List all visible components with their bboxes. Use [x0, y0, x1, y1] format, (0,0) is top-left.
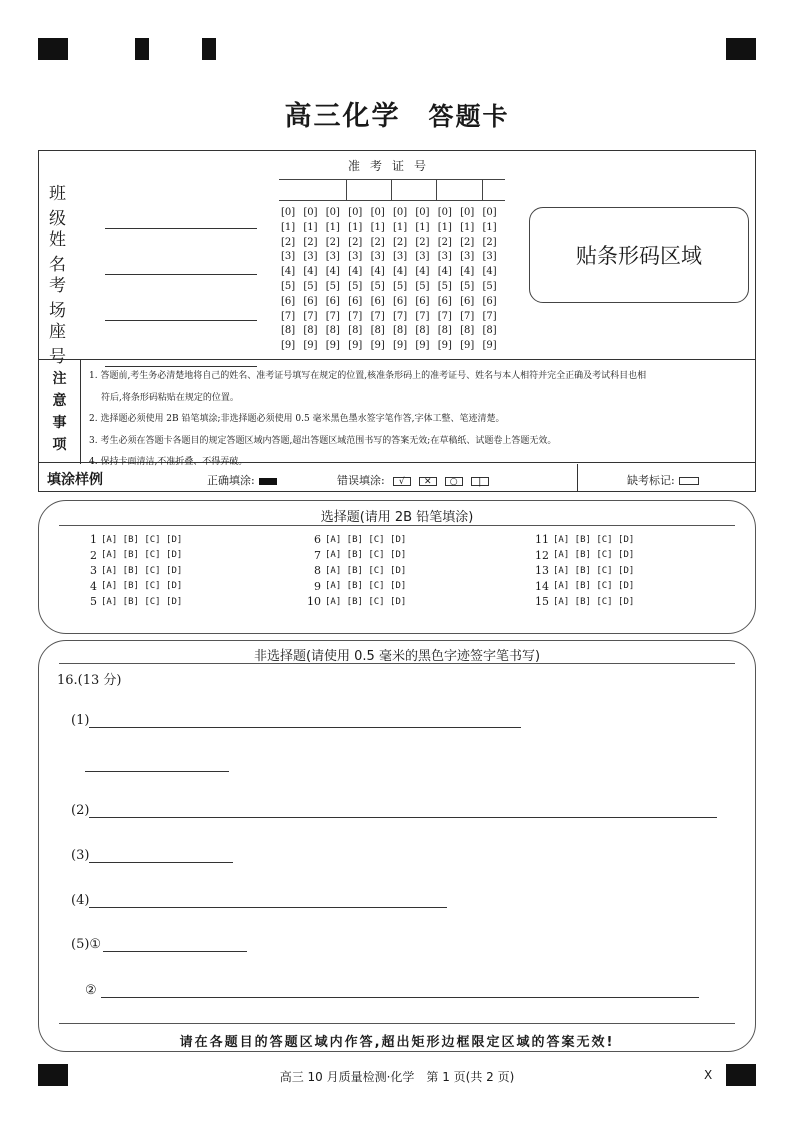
digit-bubble[interactable]: [0] — [437, 207, 452, 218]
digit-bubble[interactable]: [6] — [437, 295, 452, 307]
digit-bubble[interactable]: [8] — [281, 325, 296, 337]
digit-bubble[interactable]: [4] — [392, 266, 408, 278]
mc-question-row — [533, 563, 634, 579]
digit-bubble[interactable]: [5] — [348, 280, 363, 292]
digit-bubble[interactable]: [7] — [482, 310, 497, 322]
digit-bubble[interactable]: [3] — [460, 251, 475, 263]
fill-example — [39, 464, 755, 492]
multiple-choice-section — [38, 500, 756, 634]
digit-bubble[interactable]: [8] — [460, 325, 475, 337]
mc-option-bubbles[interactable]: [A] [B] [C] [D] — [553, 534, 635, 545]
check-mark-icon: √ — [393, 477, 411, 486]
mc-column — [81, 532, 182, 610]
note-item: 符后,将条形码粘贴在规定的位置。 — [101, 392, 239, 403]
mc-option-bubbles[interactable]: [A] [B] [C] [D] — [101, 534, 183, 545]
alignment-mark-top-3 — [202, 38, 216, 60]
digit-bubble[interactable]: [4] — [325, 266, 340, 278]
digit-bubble[interactable]: [3] — [392, 251, 408, 263]
notes-heading — [39, 360, 81, 464]
digit-bubble[interactable]: [9] — [437, 340, 452, 352]
digit-bubble[interactable]: [0] — [303, 207, 318, 218]
question-16-label: 16.(13 分) — [57, 673, 122, 688]
field-label: 班级 — [49, 184, 86, 229]
digit-bubble[interactable]: [4] — [482, 266, 497, 278]
part-5-1-label: (5)① — [71, 937, 102, 952]
mc-option-bubbles[interactable]: [A] [B] [C] [D] — [101, 550, 183, 561]
non-choice-title: 非选择题(请使用 0.5 毫米的黑色字迹签字笔书写) — [253, 649, 541, 664]
digit-bubble[interactable]: [6] — [325, 295, 340, 307]
footer-mark: X — [704, 1068, 713, 1082]
notes-list — [89, 366, 749, 474]
answer-line-2[interactable] — [89, 817, 717, 818]
digit-row — [281, 296, 505, 311]
digit-bubble[interactable]: [8] — [482, 325, 497, 337]
mc-question-row — [305, 579, 406, 595]
answer-line-5-1[interactable] — [103, 951, 247, 952]
digit-bubble[interactable]: [7] — [415, 310, 430, 322]
digit-bubble[interactable]: [8] — [325, 325, 340, 337]
digit-bubble[interactable]: [5] — [281, 280, 296, 292]
mc-question-row — [305, 594, 406, 610]
digit-bubble[interactable]: [6] — [392, 295, 408, 307]
digit-bubble[interactable]: [8] — [348, 325, 363, 337]
divider — [59, 525, 735, 526]
ticket-title: 准考证号 — [347, 159, 436, 173]
mc-question-number: 15 — [535, 595, 549, 609]
digit-bubble[interactable]: [7] — [303, 310, 318, 322]
digit-bubble[interactable]: [9] — [460, 340, 475, 352]
title-subject: 高三化学 — [284, 101, 401, 132]
digit-bubble[interactable]: [1] — [303, 221, 318, 233]
digit-bubble[interactable]: [7] — [348, 310, 363, 322]
digit-bubble[interactable]: [1] — [415, 221, 430, 233]
mc-question-number: 14 — [535, 579, 549, 593]
mc-question-row — [533, 594, 634, 610]
field-label: 考场 — [49, 276, 86, 321]
digit-row — [281, 251, 505, 266]
mc-option-bubbles[interactable]: [A] [B] [C] [D] — [101, 596, 183, 607]
digit-bubble[interactable]: [1] — [392, 221, 408, 233]
digit-row — [281, 311, 505, 326]
mc-question-row — [81, 548, 182, 564]
digit-bubble[interactable]: [2] — [460, 236, 475, 248]
mc-question-number: 4 — [90, 579, 97, 593]
student-info-box — [38, 150, 756, 492]
note-item: 2. 选择题必须使用 2B 铅笔填涂;非选择题必须使用 0.5 毫米黑色墨水签字笔作答,字体工整、笔迹清楚。 — [89, 414, 505, 424]
digit-row — [281, 281, 505, 296]
cross-mark-icon: ✕ — [419, 477, 437, 486]
digit-bubble[interactable]: [1] — [325, 221, 340, 233]
alignment-mark-top-2 — [135, 38, 149, 60]
mc-question-row — [533, 532, 634, 548]
digit-bubble[interactable]: [4] — [303, 266, 318, 278]
ticket-number — [279, 157, 505, 201]
mc-option-bubbles[interactable]: [A] [B] [C] [D] — [101, 581, 183, 592]
bar-mark-icon: | — [471, 477, 489, 486]
mc-question-row — [533, 548, 634, 564]
digit-bubble[interactable]: [3] — [303, 251, 318, 263]
digit-bubble[interactable]: [4] — [348, 266, 363, 278]
divider — [577, 464, 578, 492]
wrong-fill-label: 错误填涂: — [337, 474, 385, 487]
digit-bubble[interactable]: [9] — [482, 340, 497, 352]
digit-row — [281, 222, 505, 237]
digit-bubble[interactable]: [1] — [348, 221, 363, 233]
ticket-digit-grid — [281, 207, 505, 355]
page-footer: 高三 10 月质量检测·化学 第 1 页(共 2 页) — [279, 1070, 515, 1084]
mc-option-bubbles[interactable]: [A] [B] [C] [D] — [325, 565, 407, 576]
digit-bubble[interactable]: [6] — [460, 295, 475, 307]
field-label: 座号 — [49, 322, 86, 367]
mc-column — [305, 532, 406, 610]
mc-question-number: 12 — [535, 548, 549, 562]
digit-bubble[interactable]: [5] — [303, 280, 318, 292]
digit-bubble[interactable]: [0] — [325, 207, 340, 218]
digit-bubble[interactable]: [6] — [415, 295, 430, 307]
mc-column — [533, 532, 634, 610]
mc-question-row — [305, 548, 406, 564]
field-name — [49, 225, 257, 275]
digit-bubble[interactable]: [4] — [437, 266, 452, 278]
notes-heading-char: 注 — [52, 371, 67, 387]
digit-bubble[interactable]: [2] — [281, 236, 296, 248]
digit-bubble[interactable]: [0] — [482, 207, 497, 218]
divider — [59, 663, 735, 664]
digit-bubble[interactable]: [9] — [415, 340, 430, 352]
mc-option-bubbles[interactable]: [A] [B] [C] [D] — [325, 534, 407, 545]
digit-bubble[interactable]: [9] — [392, 340, 408, 352]
digit-row — [281, 207, 505, 222]
digit-bubble[interactable]: [7] — [460, 310, 475, 322]
digit-bubble[interactable]: [2] — [415, 236, 430, 248]
notes-heading-char: 意 — [52, 393, 67, 409]
ticket-cell[interactable] — [279, 180, 347, 200]
digit-bubble[interactable]: [0] — [392, 207, 408, 218]
digit-bubble[interactable]: [4] — [370, 266, 385, 278]
title-card: 答题卡 — [428, 102, 510, 131]
digit-bubble[interactable]: [3] — [325, 251, 340, 263]
absent-mark-label: 缺考标记: — [627, 474, 675, 487]
digit-bubble[interactable]: [2] — [348, 236, 363, 248]
mc-question-number: 11 — [535, 533, 549, 547]
digit-bubble[interactable]: [0] — [415, 207, 430, 218]
mc-question-row — [533, 579, 634, 595]
digit-bubble[interactable]: [0] — [281, 207, 296, 218]
part-2-label: (2) — [71, 803, 90, 818]
answer-line-4[interactable] — [89, 907, 447, 908]
barcode-area: 贴条形码区域 — [529, 207, 749, 303]
part-4-label: (4) — [71, 893, 90, 908]
digit-bubble[interactable]: [8] — [303, 325, 318, 337]
part-3-label: (3) — [71, 848, 90, 863]
digit-bubble[interactable]: [1] — [437, 221, 452, 233]
field-label: 姓名 — [49, 230, 86, 275]
digit-bubble[interactable]: [5] — [460, 280, 475, 292]
mc-option-bubbles[interactable]: [A] [B] [C] [D] — [553, 565, 635, 576]
mc-question-number: 5 — [90, 595, 97, 609]
digit-row — [281, 237, 505, 252]
digit-bubble[interactable]: [5] — [415, 280, 430, 292]
field-class — [49, 179, 257, 229]
digit-bubble[interactable]: [3] — [415, 251, 430, 263]
mc-question-row — [305, 532, 406, 548]
notes-section — [39, 359, 755, 467]
digit-bubble[interactable]: [2] — [392, 236, 408, 248]
digit-bubble[interactable]: [4] — [415, 266, 430, 278]
digit-bubble[interactable]: [4] — [460, 266, 475, 278]
mc-option-bubbles[interactable]: [A] [B] [C] [D] — [325, 596, 407, 607]
digit-bubble[interactable]: [3] — [437, 251, 452, 263]
digit-bubble[interactable]: [3] — [281, 251, 296, 263]
digit-bubble[interactable]: [6] — [348, 295, 363, 307]
multiple-choice-title: 选择题(请用 2B 铅笔填涂) — [320, 510, 474, 525]
digit-row — [281, 340, 505, 355]
mc-option-bubbles[interactable]: [A] [B] [C] [D] — [553, 596, 635, 607]
mc-option-bubbles[interactable]: [A] [B] [C] [D] — [325, 550, 407, 561]
digit-bubble[interactable]: [3] — [370, 251, 385, 263]
digit-bubble[interactable]: [7] — [392, 310, 408, 322]
digit-bubble[interactable]: [6] — [281, 295, 296, 307]
digit-bubble[interactable]: [2] — [303, 236, 318, 248]
answer-line-3[interactable] — [89, 862, 233, 863]
part-5-2-label: ② — [85, 983, 97, 998]
note-item: 3. 考生必须在答题卡各题目的规定答题区域内答题,超出答题区域范围书写的答案无效;在草稿纸、试题卷上答题无效。 — [89, 435, 557, 446]
page-title — [0, 94, 794, 133]
ticket-cell[interactable] — [392, 180, 437, 200]
alignment-mark-top-right — [726, 38, 756, 60]
digit-bubble[interactable]: [5] — [482, 280, 497, 292]
mc-question-row — [81, 594, 182, 610]
digit-bubble[interactable]: [5] — [370, 280, 385, 292]
correct-fill — [207, 472, 277, 488]
ticket-cells — [279, 179, 505, 201]
digit-bubble[interactable]: [7] — [437, 310, 452, 322]
digit-bubble[interactable]: [1] — [281, 221, 296, 233]
digit-bubble[interactable]: [9] — [281, 340, 296, 352]
digit-bubble[interactable]: [8] — [437, 325, 452, 337]
mc-question-number: 3 — [90, 564, 97, 578]
digit-bubble[interactable]: [0] — [460, 207, 475, 218]
note-item: 1. 答题前,考生务必清楚地将自己的姓名、准考证号填写在规定的位置,核准条形码上的准考证号、姓名与本人相符并完全正确及考试科目也相 — [89, 371, 647, 381]
digit-bubble[interactable]: [9] — [348, 340, 363, 352]
digit-bubble[interactable]: [1] — [460, 221, 475, 233]
wrong-fill — [337, 472, 489, 488]
digit-bubble[interactable]: [8] — [392, 325, 408, 337]
ticket-cell[interactable] — [437, 180, 482, 200]
digit-bubble[interactable]: [5] — [392, 280, 408, 292]
digit-bubble[interactable]: [9] — [303, 340, 318, 352]
mc-question-number: 10 — [307, 595, 321, 609]
mc-option-bubbles[interactable]: [A] [B] [C] [D] — [553, 550, 635, 561]
digit-bubble[interactable]: [0] — [348, 207, 363, 218]
mc-question-row — [81, 563, 182, 579]
digit-bubble[interactable]: [7] — [325, 310, 340, 322]
mc-question-number: 7 — [314, 548, 321, 562]
mc-question-number: 1 — [90, 533, 97, 547]
digit-bubble[interactable]: [5] — [437, 280, 452, 292]
digit-bubble[interactable]: [2] — [370, 236, 385, 248]
part-1-label: (1) — [71, 713, 90, 728]
absent-mark-box[interactable] — [679, 477, 699, 485]
mc-question-number: 13 — [535, 564, 549, 578]
mc-option-bubbles[interactable]: [A] [B] [C] [D] — [101, 565, 183, 576]
digit-bubble[interactable]: [2] — [325, 236, 340, 248]
answer-line-1a[interactable] — [89, 727, 521, 728]
digit-row — [281, 325, 505, 340]
notes-heading-char: 项 — [52, 437, 67, 453]
alignment-mark-top-left — [38, 38, 68, 60]
fill-example-title: 填涂样例 — [47, 472, 103, 488]
notes-heading-char: 事 — [52, 415, 67, 431]
digit-bubble[interactable]: [2] — [437, 236, 452, 248]
digit-bubble[interactable]: [3] — [482, 251, 497, 263]
divider — [59, 1023, 735, 1024]
field-exam-room — [49, 271, 257, 321]
mc-question-number: 9 — [314, 579, 321, 593]
digit-bubble[interactable]: [2] — [482, 236, 497, 248]
digit-bubble[interactable]: [6] — [303, 295, 318, 307]
mc-question-row — [81, 532, 182, 548]
digit-bubble[interactable]: [4] — [281, 266, 296, 278]
mc-question-row — [305, 563, 406, 579]
digit-bubble[interactable]: [7] — [370, 310, 385, 322]
digit-bubble[interactable]: [5] — [325, 280, 340, 292]
mc-question-number: 6 — [314, 533, 321, 547]
digit-bubble[interactable]: [0] — [370, 207, 385, 218]
digit-bubble[interactable]: [9] — [325, 340, 340, 352]
mc-question-number: 8 — [314, 564, 321, 578]
digit-bubble[interactable]: [1] — [482, 221, 497, 233]
circle-mark-icon: ○ — [445, 477, 463, 486]
ticket-cell[interactable] — [347, 180, 392, 200]
digit-bubble[interactable]: [7] — [281, 310, 296, 322]
digit-bubble[interactable]: [1] — [370, 221, 385, 233]
absent-mark — [627, 472, 699, 488]
digit-bubble[interactable]: [8] — [415, 325, 430, 337]
answer-line-5-2[interactable] — [101, 997, 699, 998]
digit-bubble[interactable]: [6] — [370, 295, 385, 307]
digit-bubble[interactable]: [9] — [370, 340, 385, 352]
ticket-cell[interactable] — [483, 180, 505, 200]
mc-option-bubbles[interactable]: [A] [B] [C] [D] — [553, 581, 635, 592]
mc-question-row — [81, 579, 182, 595]
digit-row — [281, 266, 505, 281]
mc-question-number: 2 — [90, 548, 97, 562]
digit-bubble[interactable]: [3] — [348, 251, 363, 263]
filled-mark-icon — [259, 478, 277, 485]
mc-option-bubbles[interactable]: [A] [B] [C] [D] — [325, 581, 407, 592]
note-item: 4. 保持卡面清洁,不准折叠、不得弄破。 — [89, 457, 248, 467]
digit-bubble[interactable]: [8] — [370, 325, 385, 337]
non-choice-section — [38, 640, 756, 1052]
digit-bubble[interactable]: [6] — [482, 295, 497, 307]
answer-line-1b[interactable] — [85, 771, 229, 772]
correct-fill-label: 正确填涂: — [207, 474, 255, 487]
answer-area-warning: 请在各题目的答题区域内作答,超出矩形边框限定区域的答案无效! — [179, 1035, 615, 1050]
